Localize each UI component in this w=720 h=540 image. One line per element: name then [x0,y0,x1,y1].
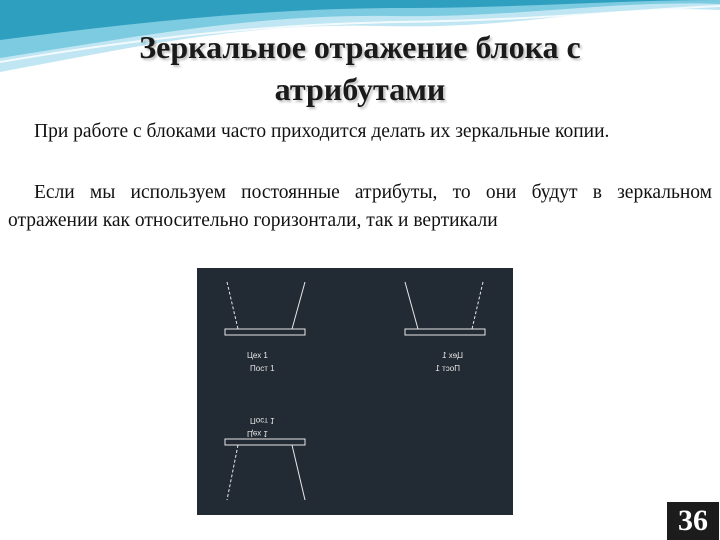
attr-text-workshop: Цех 1 [247,351,268,360]
block-original [225,282,305,335]
page-number: 36 [667,502,719,540]
block-mirror-horizontal [225,439,305,500]
cad-mirror-figure [197,268,513,515]
block-mirror-vertical [405,282,485,335]
slide-title: Зеркальное отражение блока с атрибутами [139,29,581,107]
attr-text-post-mirrored-h: Пост 1 [250,416,275,425]
cad-drawing [197,268,513,515]
attr-text-post: Пост 1 [250,364,275,373]
paragraph-2: Если мы используем постоянные атрибуты, то они будут в зеркальном отражении как относительно горизонтали, так и вертикали [8,182,712,231]
attr-text-workshop-mirrored-h: Цех 1 [247,429,268,438]
attr-text-post-mirrored-v: Пост 1 [435,364,460,373]
paragraph-1: При работе с блоками часто приходится делать их зеркальные копии. [34,121,610,142]
attr-text-workshop-mirrored-v: Цех 1 [442,351,463,360]
